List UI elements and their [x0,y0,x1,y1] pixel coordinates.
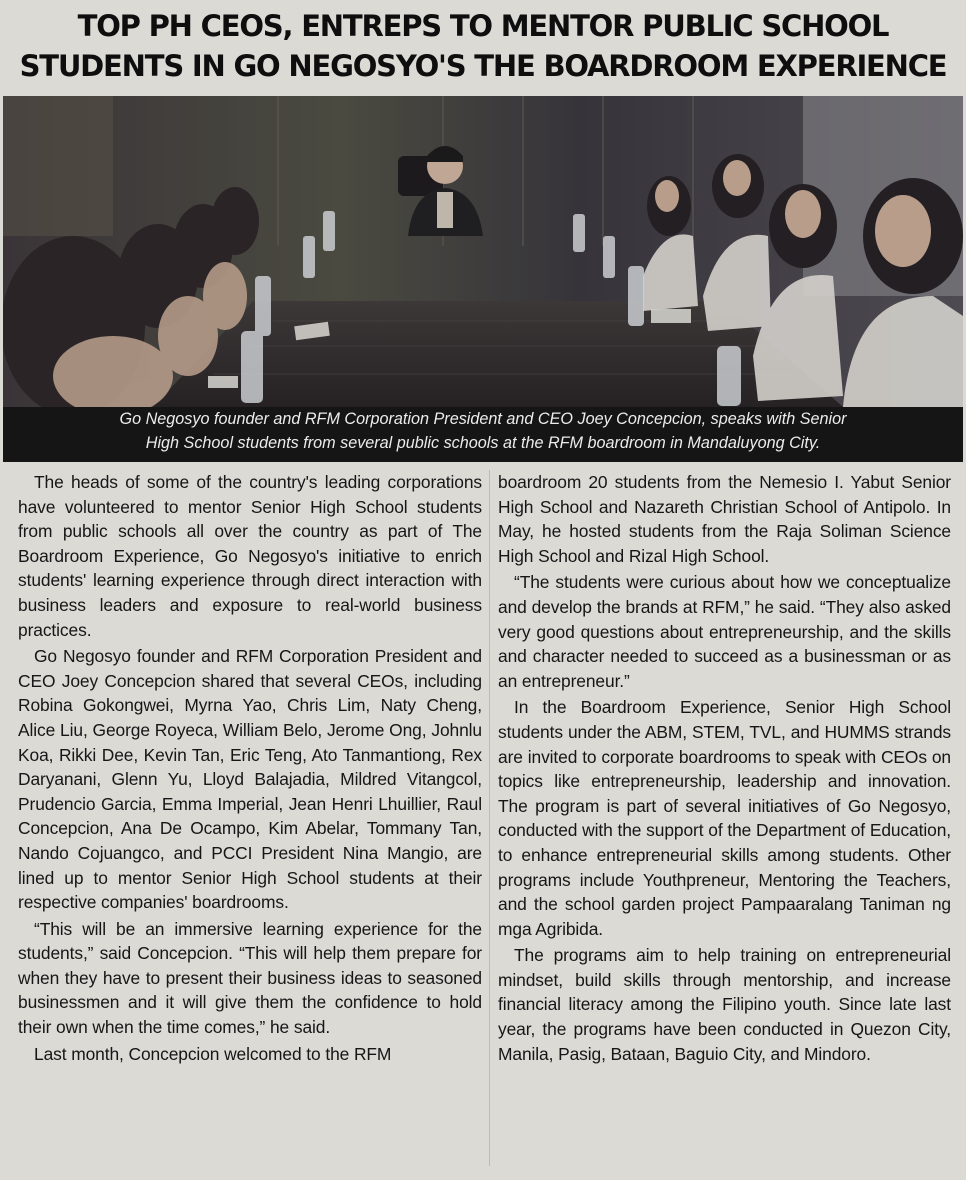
article-column-left [18,470,482,1068]
article-paragraph: The heads of some of the country's leading corporations have volunteered to mentor Senior High School students from public schools all over the country as part of The Boardroom Experience, Go Negosyo's initiative to enrich students' learning experience through direct interaction with business leaders and exposure to real-world business practices. [18,472,482,640]
article-paragraph-continued: boardroom 20 students from the Nemesio I. Yabut Senior High School and Nazareth Christian School of Antipolo. In May, he hosted students from the Raja Soliman Science High School and Rizal High School. [498,472,951,566]
article-paragraph: The programs aim to help training on entrepreneurial mindset, build skills through mentorship, and increase financial literacy among the Filipino youth. Since late last year, the programs have been conducted in Quezon City, Manila, Pasig, Bataan, Baguio City, and Mindoro. [498,945,951,1064]
headline [0,6,966,86]
photo-caption [3,407,963,462]
caption-line-2: High School students from several public schools at the RFM boardroom in Mandaluyong City. [145,434,821,452]
article-paragraph: Last month, Concepcion welcomed to the RFM [34,1043,392,1064]
column-divider [489,470,490,1166]
article-paragraph: “The students were curious about how we conceptualize and develop the brands at RFM,” he said. “They also asked very good questions about entrepreneurship, and the skills and character needed to succeed as a businessman or as an entrepreneur.” [498,572,951,691]
article-paragraph: In the Boardroom Experience, Senior High School students under the ABM, STEM, TVL, and HUMMS strands are invited to corporate boardrooms to speak with CEOs on topics like entrepreneurship, leadership and innovation. The program is part of several initiatives of Go Negosyo, conducted with the support of the Department of Education, to enhance entrepreneurial skills among students. Other programs include Youthpreneur, Mentoring the Teachers, and the school garden project Pampaaralang Taniman ng mga Agribida. [498,697,951,939]
headline-line-1: TOP PH CEOS, ENTREPS TO MENTOR PUBLIC SCHOOL [77,9,889,43]
article-paragraph: “This will be an immersive learning experience for the students,” said Concepcion. “This will help them prepare for when they have to present their business ideas to seasoned businessmen and it will give them the confidence to hold their own when the time comes,” he said. [18,918,482,1038]
article-column-right [498,470,951,1068]
boardroom-photo [3,96,963,407]
caption-line-1: Go Negosyo founder and RFM Corporation President and CEO Joey Concepcion, speaks with Senior [119,410,847,428]
article-paragraph: Go Negosyo founder and RFM Corporation President and CEO Joey Concepcion shared that several CEOs, including Robina Gokongwei, Myrna Yao, Chris Lim, Naty Cheng, Alice Liu, George Royeca, William Belo, Jerome Ong, Johnlu Koa, Rikki Dee, Kevin Tan, Eric Teng, Ato Tanmantiong, Rex Daryanani, Glenn Yu, Lloyd Balajadia, Mildred Vitangcol, Prudencio Garcia, Emma Imperial, Jean Henri Lhuillier, Raul Concepcion, Ana De Ocampo, Kim Abelar, Tommany Tan, Nando Cojuangco, and PCCI President Nina Mangio, are lined up to mentor Senior High School students at their respective companies' boardrooms. [18,646,482,913]
headline-line-2: STUDENTS IN GO NEGOSYO'S THE BOARDROOM EXPERIENCE [19,49,947,83]
